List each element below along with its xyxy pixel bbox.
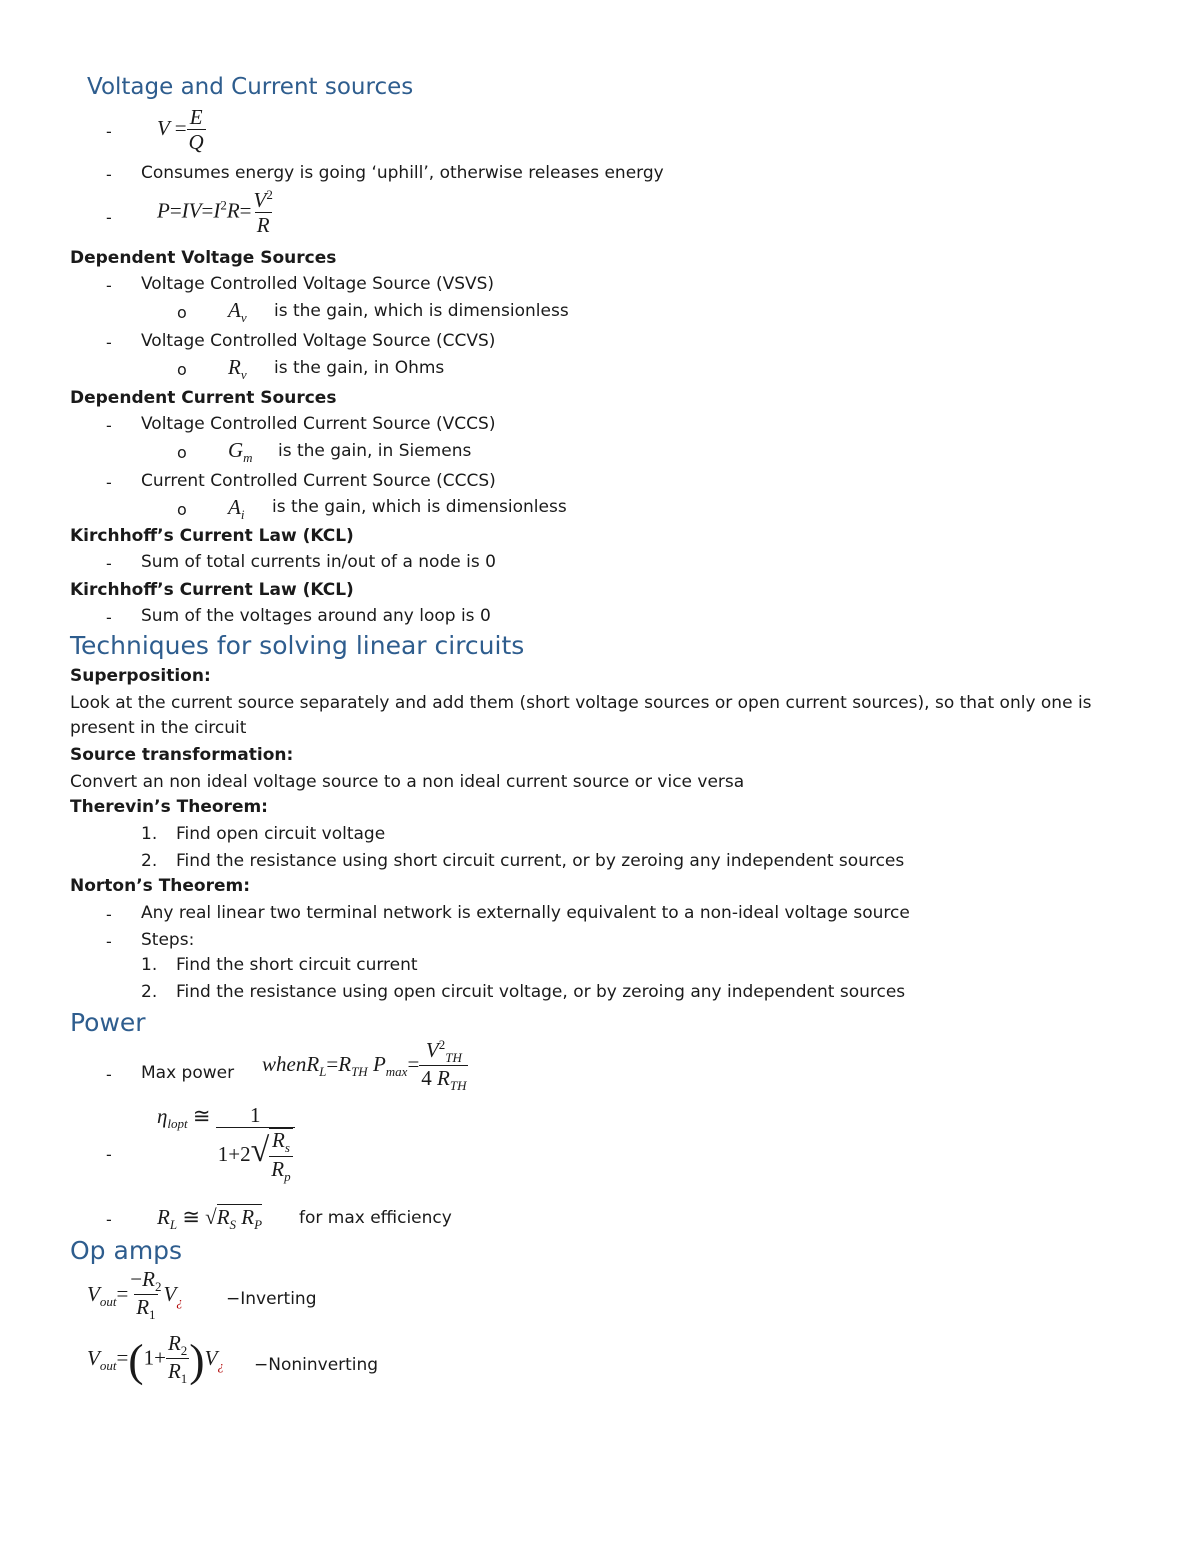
text-kcl: Sum of total currents in/out of a node is 0: [141, 552, 496, 572]
text-cccs-gain: is the gain, which is dimensionless: [272, 497, 567, 517]
item-cccs: Current Controlled Current Source (CCCS): [141, 471, 496, 491]
heading-thevenin: Therevin’s Theorem:: [70, 797, 268, 817]
equation-efficiency: $\eta_{lopt}$ ≅ 1 1+2√ $\frac{R_s}{R_p}$: [157, 1104, 295, 1185]
heading-kvl: Kirchhoff’s Current Law (KCL): [70, 580, 354, 600]
text-thevenin-step-2: Find the resistance using short circuit current, or by zeroing any independent sources: [176, 851, 905, 871]
list-number: 2.: [141, 982, 158, 1002]
equation-v-e-over-q: V = $\frac{E}{Q}$: [157, 105, 204, 155]
heading-kcl: Kirchhoff’s Current Law (KCL): [70, 526, 354, 546]
equation-power: $P=IV=I^2R=$ $\frac{V^2}{R}$: [157, 187, 273, 238]
heading-dependent-voltage: Dependent Voltage Sources: [70, 248, 337, 268]
heading-dependent-current: Dependent Current Sources: [70, 388, 337, 408]
bullet-dash: -: [106, 276, 112, 295]
bullet-circle: o: [177, 303, 187, 322]
item-ccvs: Voltage Controlled Voltage Source (CCVS): [141, 331, 496, 351]
equation-max-power: $whenR_L=R_{TH}$ $P_{max}=$ $\frac{V^2_{TH}}{4 R_{TH}}$: [262, 1037, 467, 1094]
bullet-dash: -: [106, 932, 112, 951]
bullet-dash: -: [106, 608, 112, 627]
heading-source-transformation: Source transformation:: [70, 745, 294, 765]
text-inverting: −Inverting: [226, 1289, 317, 1309]
bullet-dash: -: [106, 554, 112, 573]
list-number: 1.: [141, 824, 158, 844]
bullet-dash: -: [106, 1065, 112, 1084]
section-title-op-amps: Op amps: [70, 1236, 183, 1265]
bullet-dash: -: [106, 122, 112, 141]
bullet-dash: -: [106, 208, 112, 227]
text-norton-step-1: Find the short circuit current: [176, 955, 418, 975]
text-norton-steps: Steps:: [141, 930, 195, 950]
equation-noninverting: $V_{out}=(1+$ $\frac{R_2}{R_1}$ )$V_¿$: [87, 1331, 224, 1387]
item-vccs: Voltage Controlled Current Source (VCCS): [141, 414, 496, 434]
bullet-circle: o: [177, 500, 187, 519]
text-superposition-2: present in the circuit: [70, 718, 247, 738]
bullet-dash: -: [106, 905, 112, 924]
section-title-power: Power: [70, 1008, 146, 1037]
section-title-techniques: Techniques for solving linear circuits: [70, 631, 525, 660]
symbol-rv: $R_v$: [228, 355, 247, 383]
text-ccvs-gain: is the gain, in Ohms: [274, 358, 445, 378]
heading-norton: Norton’s Theorem:: [70, 876, 251, 896]
equation-rl-max-efficiency: $R_L$ ≅ $√R_S$ $R_P$: [157, 1205, 263, 1233]
text-source-transformation: Convert an non ideal voltage source to a non ideal current source or vice versa: [70, 772, 745, 792]
bullet-circle: o: [177, 443, 187, 462]
text-max-efficiency: for max efficiency: [299, 1208, 452, 1228]
text-thevenin-step-1: Find open circuit voltage: [176, 824, 386, 844]
item-vsvs: Voltage Controlled Voltage Source (VSVS): [141, 274, 495, 294]
text-norton-equivalent: Any real linear two terminal network is externally equivalent to a non-ideal voltage source: [141, 903, 910, 923]
bullet-dash: -: [106, 473, 112, 492]
text-vccs-gain: is the gain, in Siemens: [278, 441, 472, 461]
text-consumes-energy: Consumes energy is going ‘uphill’, otherwise releases energy: [141, 163, 664, 183]
symbol-av: $A_v$: [228, 298, 247, 326]
bullet-circle: o: [177, 360, 187, 379]
heading-superposition: Superposition:: [70, 666, 211, 686]
text-vsvs-gain: is the gain, which is dimensionless: [274, 301, 569, 321]
bullet-dash: -: [106, 1145, 112, 1164]
text-max-power: Max power: [141, 1063, 235, 1083]
bullet-dash: -: [106, 165, 112, 184]
section-title-voltage-current: Voltage and Current sources: [87, 74, 414, 100]
list-number: 1.: [141, 955, 158, 975]
list-number: 2.: [141, 851, 158, 871]
text-kvl: Sum of the voltages around any loop is 0: [141, 606, 491, 626]
symbol-ai: $A_i$: [228, 495, 245, 523]
text-norton-step-2: Find the resistance using open circuit voltage, or by zeroing any independent sources: [176, 982, 906, 1002]
bullet-dash: -: [106, 416, 112, 435]
text-noninverting: −Noninverting: [254, 1355, 379, 1375]
text-superposition-1: Look at the current source separately and add them (short voltage sources or open current sources), so that only one is: [70, 693, 1092, 713]
symbol-gm: $G_m$: [228, 438, 253, 466]
equation-inverting: $V_{out}=$ $\frac{-R_2}{R_1}$ $V_¿$: [87, 1267, 183, 1323]
bullet-dash: -: [106, 333, 112, 352]
bullet-dash: -: [106, 1210, 112, 1229]
